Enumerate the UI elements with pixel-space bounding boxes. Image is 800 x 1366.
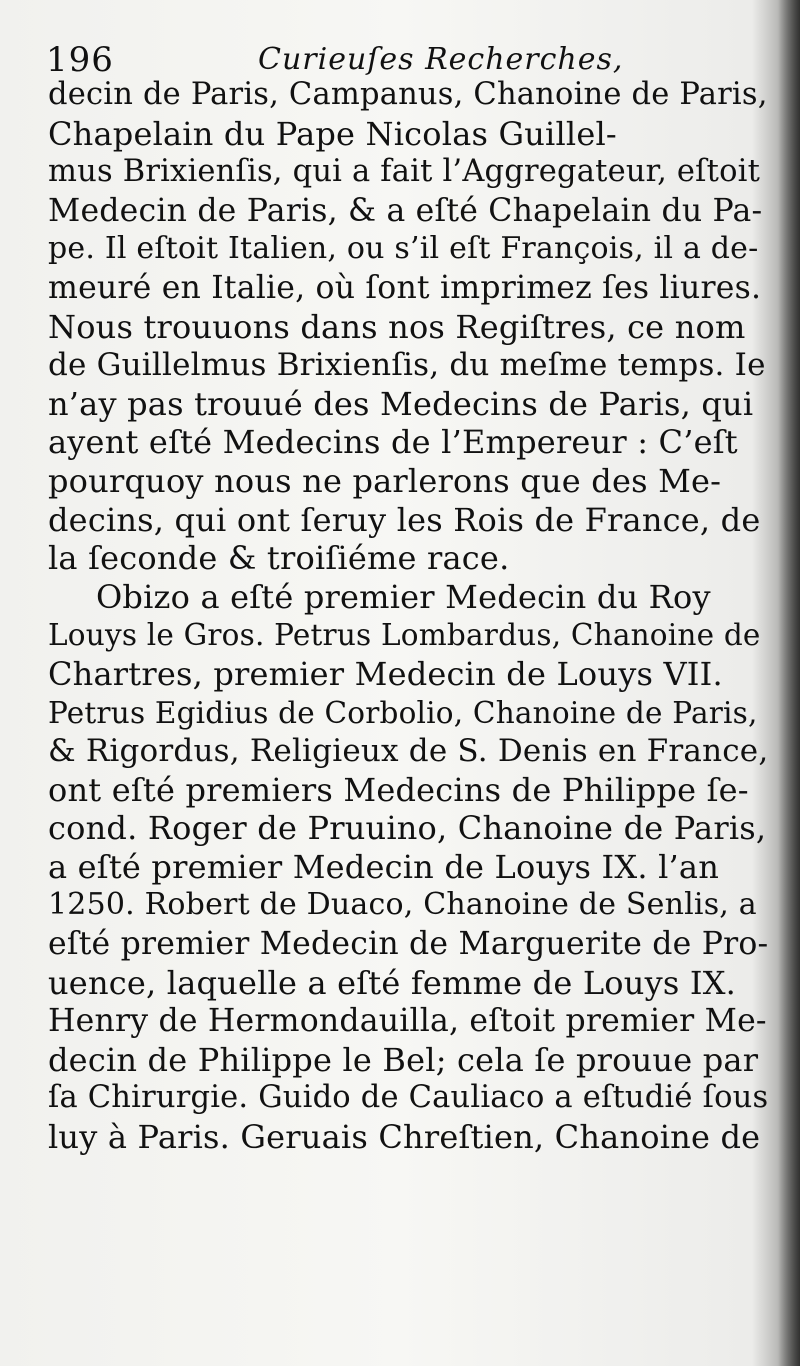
text-line: mus Brixienſis, qui a fait l’Aggregateur, eſtoit	[48, 154, 761, 190]
text-line: luy à Paris. Geruais Chreſtien, Chanoine de	[48, 1118, 761, 1157]
text-line: decin de Philippe le Bel; cela ſe prouue par	[48, 1040, 759, 1079]
text-line: meuré en Italie, où ſont imprimez ſes liures.	[48, 269, 762, 306]
page-edge-shadow	[778, 0, 800, 1366]
text-line: Chapelain du Pape Nicolas Guillel-	[48, 114, 617, 153]
text-line: pe. Il eſtoit Italien, ou s’il eſt François, il a de-	[48, 231, 759, 267]
text-line: Chartres, premier Medecin de Louys VII.	[48, 654, 723, 693]
text-line: n’ay pas trouué des Medecins de Paris, qui	[48, 384, 754, 423]
text-line: eſté premier Medecin de Marguerite de Pro-	[48, 926, 768, 963]
text-line: de Guillelmus Brixienſis, du meſme temps. Ie	[48, 347, 766, 384]
text-line: Medecin de Paris, & a eſté Chapelain du Pa-	[48, 192, 763, 229]
text-line: Henry de Hermondauilla, eſtoit premier Me-	[48, 1003, 767, 1040]
text-line: ayent eſté Medecins de l’Empereur : C’eſt	[48, 423, 738, 462]
text-line: & Rigordus, Religieux de S. Denis en France,	[48, 733, 768, 770]
text-line: Nous trouuons dans nos Regiſtres, ce nom	[48, 307, 746, 346]
text-line: a eſté premier Medecin de Louys IX. l’an	[48, 847, 720, 886]
paragraph-start-line: Obizo a eſté premier Medecin du Roy	[96, 577, 711, 616]
text-line: ont eſté premiers Medecins de Philippe ſe-	[48, 770, 749, 809]
text-line: Petrus Egidius de Corbolio, Chanoine de Paris,	[48, 695, 758, 730]
page-number: 196	[46, 40, 114, 80]
text-line: decins, qui ont ſeruy les Rois de France, de	[48, 500, 761, 539]
body-text	[48, 76, 768, 1157]
running-title: Curieuſes Recherches,	[258, 42, 624, 77]
text-line: 1250. Robert de Duaco, Chanoine de Senlis, a	[48, 887, 757, 923]
text-line: cond. Roger de Pruuino, Chanoine de Paris,	[48, 809, 767, 848]
text-line: uence, laquelle a eſté femme de Louys IX.	[48, 963, 737, 1002]
text-line: la ſeconde & troiſiéme race.	[48, 539, 510, 578]
text-line: decin de Paris, Campanus, Chanoine de Paris,	[48, 77, 768, 112]
text-line: Louys le Gros. Petrus Lombardus, Chanoine de	[48, 618, 761, 653]
text-line: pourquoy nous ne parlerons que des Me-	[48, 461, 722, 500]
text-line: ſa Chirurgie. Guido de Cauliaco a eſtudié ſous	[48, 1080, 768, 1116]
